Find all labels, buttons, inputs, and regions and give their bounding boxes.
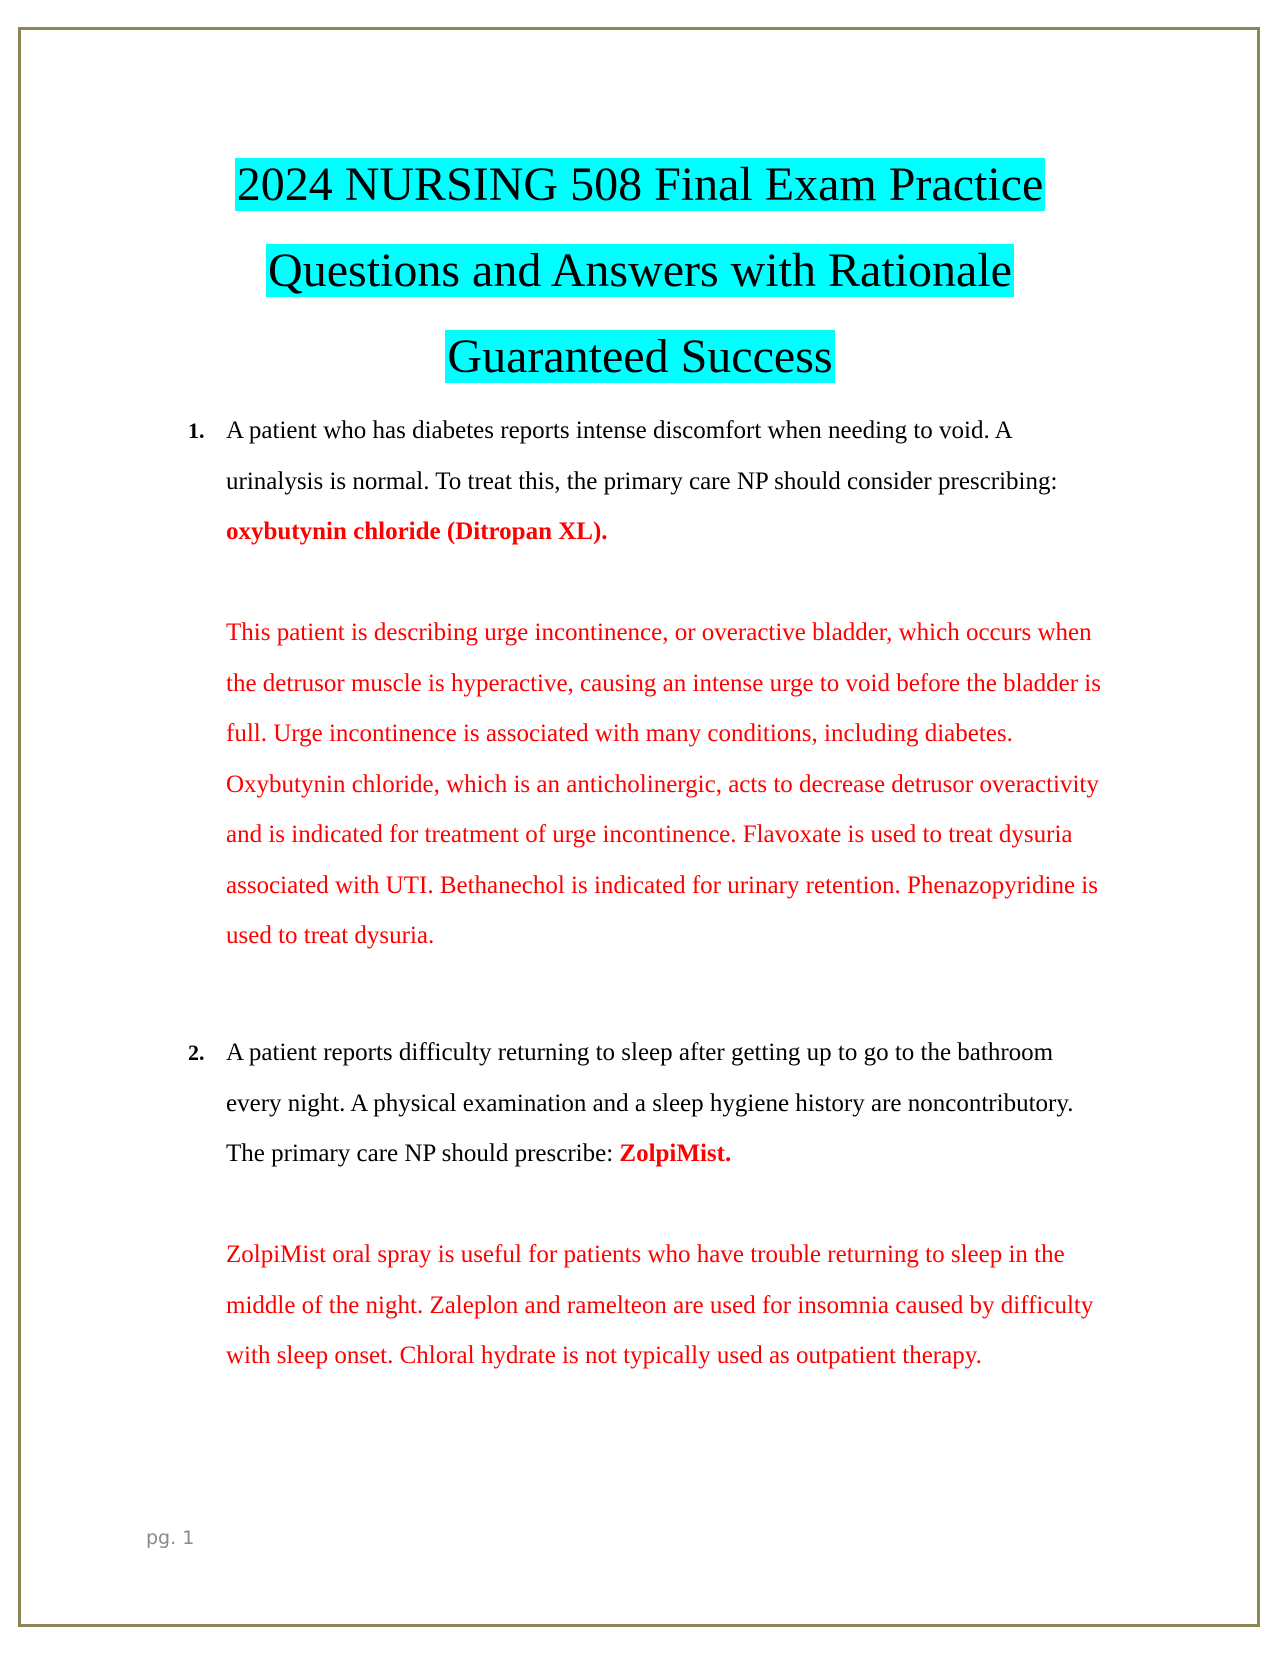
question-text: A patient reports difficulty returning to sleep after getting up to go to the bathroom every night. A physical examination and a sleep hygiene history are noncontributory. The primary care NP should prescribe: ZolpiMist. xyxy=(226,1039,1074,1167)
title-line-3: Guaranteed Success xyxy=(447,330,833,383)
question-item-2 xyxy=(188,1028,1108,1382)
title-line-2: Questions and Answers with Rationale xyxy=(268,244,1012,297)
rationale-paragraph: ZolpiMist oral spray is useful for patients who have trouble returning to sleep in the middle of the night. Zaleplon and ramelteon are used for insomnia caused by difficulty with sleep onset. Chloral hydrate is not typically used as outpatient therapy. xyxy=(226,1241,1094,1369)
question-number: 2. xyxy=(188,1040,205,1065)
answer-text: oxybutynin chloride (Ditropan XL). xyxy=(226,518,608,545)
answer-text: ZolpiMist. xyxy=(619,1140,732,1167)
rationale xyxy=(226,608,1108,962)
document-title xyxy=(0,142,1280,400)
rationale-paragraph: Oxybutynin chloride, which is an anticholinergic, acts to decrease detrusor overactivity and is indicated for treatment of urge incontinence. Flavoxate is used to treat dysuria associated with UTI. Bethanechol is indicated for urinary retention. Phenazopyridine is used to treat dysuria. xyxy=(226,770,1099,949)
rationale xyxy=(226,1230,1108,1382)
rationale-paragraph: This patient is describing urge incontinence, or overactive bladder, which occurs when the detrusor muscle is hyperactive, causing an intense urge to void before the bladder is full. Urge incontinence is associated with many conditions, including diabetes. xyxy=(226,619,1101,747)
title-line-1: 2024 NURSING 508 Final Exam Practice xyxy=(236,158,1044,211)
question-number: 1. xyxy=(188,418,205,443)
question-text: A patient who has diabetes reports intense discomfort when needing to void. A urinalysis is normal. To treat this, the primary care NP should consider prescribing: oxybutynin chloride (Ditropan XL). xyxy=(226,417,1058,545)
question-item-1 xyxy=(188,406,1108,962)
page-number: pg. 1 xyxy=(146,1527,195,1549)
